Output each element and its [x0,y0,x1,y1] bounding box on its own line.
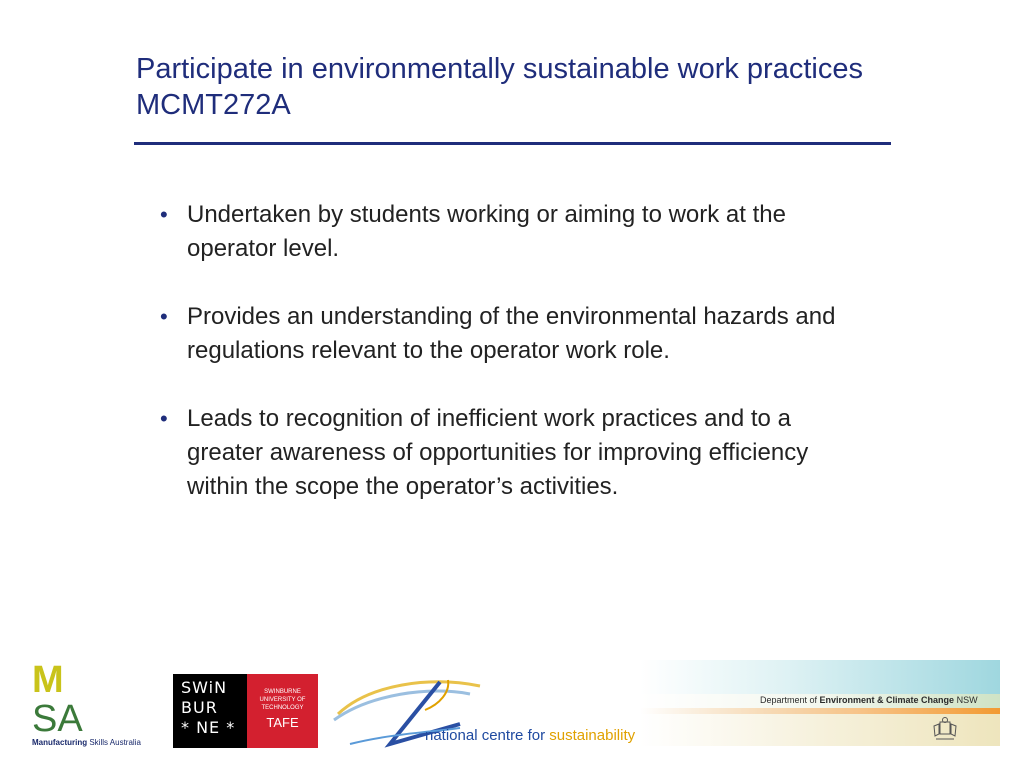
bullet-item [158,300,858,368]
decc-label [760,695,978,705]
ncs-text-accent: sustainability [549,727,636,744]
bullet-dot-icon: • [160,406,168,431]
decc-suffix: NSW [954,695,978,705]
msa-caption-bold: Manufacturing [32,738,88,747]
ncs-logo [330,674,640,754]
title-underline [134,142,891,145]
decc-nsw-banner [640,660,1000,746]
swinburne-red-line-2: UNIVERSITY OF [259,697,306,703]
msa-logo [32,658,152,753]
swinburne-wordmark [173,674,247,748]
decc-band-top [640,660,1000,694]
bullet-list [158,198,858,538]
ncs-text-main: national centre for [425,727,550,744]
swinburne-line-1: SWiN [181,678,228,697]
bullet-dot-icon: • [160,202,168,227]
bullet-item [158,402,858,504]
msa-letters-icon [32,658,92,734]
footer-logos [0,650,1024,768]
slide-title: Participate in environmentally sustainable work practices MCMT272A [136,53,863,121]
swinburne-line-3: * NE * [181,718,236,737]
bullet-dot-icon: • [160,304,168,329]
decc-prefix: Department of [760,695,820,705]
msa-caption-rest: Skills Australia [87,738,141,747]
msa-caption [32,738,141,747]
bullet-text: Leads to recognition of inefficient work practices and to a greater awareness of opportunities for improving efficiency within the scope the operator’s activities. [187,405,809,500]
swinburne-line-2: BUR [181,698,218,717]
decc-bold: Environment & Climate Change [819,695,955,705]
ncs-wordmark [425,727,635,744]
swinburne-red-panel [247,674,318,748]
swinburne-logo [173,674,318,748]
bullet-text: Provides an understanding of the environmental hazards and regulations relevant to the operator work role. [187,303,836,364]
msa-letters-sa: SA [32,698,83,734]
msa-letter-m: M [32,659,64,701]
swinburne-red-line-3: TECHNOLOGY [261,705,304,711]
bullet-text: Undertaken by students working or aiming to work at the operator level. [187,201,786,262]
swinburne-red-line-1: SWINBURNE [264,689,301,695]
nsw-crest-icon [932,716,958,742]
swinburne-tafe: TAFE [266,715,299,730]
bullet-item [158,198,858,266]
